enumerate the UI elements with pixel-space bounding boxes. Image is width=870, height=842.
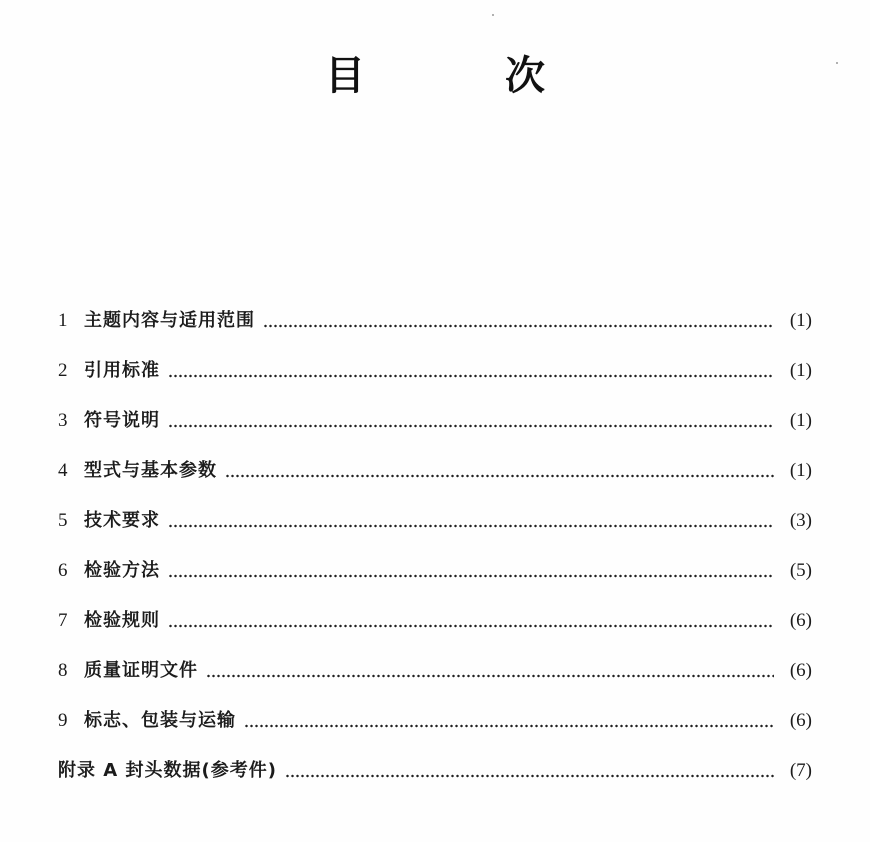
toc-entry-page: (3)	[789, 510, 812, 531]
dot-leader	[263, 314, 774, 328]
toc-entry[interactable]	[58, 482, 812, 532]
dot-leader	[168, 614, 774, 628]
dot-leader	[168, 514, 774, 528]
toc-entry-number: 8	[58, 660, 68, 681]
toc-entry[interactable]	[58, 332, 812, 382]
toc-entry-number: 4	[58, 460, 68, 481]
page-title: 目 次	[325, 53, 595, 99]
toc-entry-label: 型式与基本参数	[84, 460, 217, 481]
toc-entry-number: 9	[58, 710, 68, 731]
toc-entry-page: (1)	[789, 310, 812, 331]
toc-entry-number: 2	[58, 360, 68, 381]
toc-entry-page: (5)	[789, 560, 812, 581]
toc-entry-number: 1	[58, 310, 68, 331]
toc-entry-label: 技术要求	[84, 510, 160, 531]
toc-entry-page: (6)	[789, 610, 812, 631]
table-of-contents	[58, 282, 812, 782]
toc-entry-label: 符号说明	[84, 410, 160, 431]
toc-entry[interactable]	[58, 532, 812, 582]
toc-entry-label: 检验规则	[84, 610, 160, 631]
toc-entry-page: (1)	[789, 410, 812, 431]
toc-entry-label: 引用标准	[84, 360, 160, 381]
toc-entry-label: 附录 A 封头数据(参考件)	[58, 760, 277, 781]
toc-entry-label: 质量证明文件	[84, 660, 198, 681]
dot-leader	[168, 364, 774, 378]
toc-entry[interactable]	[58, 632, 812, 682]
toc-entry-number: 7	[58, 610, 68, 631]
toc-entry-page: (1)	[789, 360, 812, 381]
dot-leader	[168, 564, 774, 578]
toc-entry-page: (6)	[789, 710, 812, 731]
dot-leader	[285, 764, 774, 778]
toc-entry-number: 6	[58, 560, 68, 581]
toc-entry-page: (1)	[789, 460, 812, 481]
toc-entry[interactable]	[58, 432, 812, 482]
toc-entry-page: (7)	[789, 760, 812, 781]
toc-entry[interactable]	[58, 382, 812, 432]
toc-entry-appendix[interactable]	[58, 732, 812, 782]
scan-speck	[836, 62, 838, 64]
toc-entry-number: 5	[58, 510, 68, 531]
dot-leader	[244, 714, 774, 728]
scan-speck	[492, 14, 494, 16]
dot-leader	[225, 464, 774, 478]
toc-entry-number: 3	[58, 410, 68, 431]
dot-leader	[168, 414, 774, 428]
toc-entry-label: 主题内容与适用范围	[84, 310, 255, 331]
toc-entry-label: 检验方法	[84, 560, 160, 581]
toc-entry[interactable]	[58, 582, 812, 632]
toc-entry-label: 标志、包装与运输	[84, 710, 236, 731]
toc-entry[interactable]	[58, 282, 812, 332]
dot-leader	[206, 664, 774, 678]
toc-entry-page: (6)	[789, 660, 812, 681]
toc-entry[interactable]	[58, 682, 812, 732]
